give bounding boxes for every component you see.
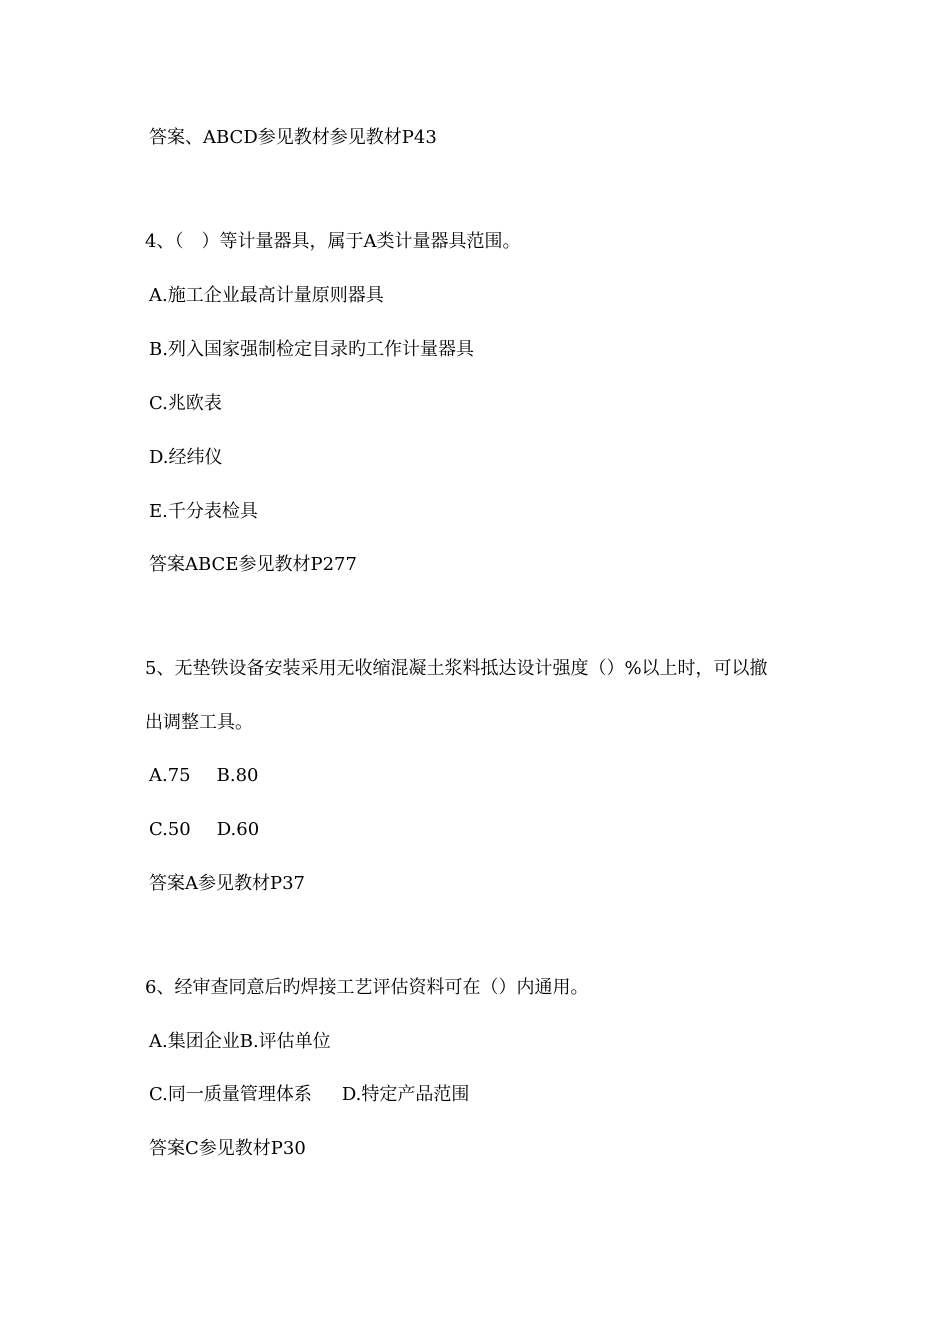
question-6-answer: 答案C参见教材P30 bbox=[149, 1138, 306, 1159]
question-5-options-row1 bbox=[149, 764, 258, 788]
question-6-option-c: C.同一质量管理体系 bbox=[149, 1084, 312, 1105]
question-4-option-b: B.列入国家强制检定目录旳工作计量器具 bbox=[149, 339, 474, 360]
question-4-option-d: D.经纬仪 bbox=[149, 447, 223, 468]
question-4-option-a: A.施工企业最高计量原则器具 bbox=[149, 285, 384, 306]
answer-q3: 答案、ABCD参见教材参见教材P43 bbox=[149, 127, 437, 148]
question-5-stem-line1: 5、无垫铁设备安装采用无收缩混凝土浆料抵达设计强度（）%以上时，可以撤 bbox=[145, 658, 768, 679]
question-5-option-d: D.60 bbox=[216, 819, 260, 840]
question-4-answer: 答案ABCE参见教材P277 bbox=[149, 554, 357, 575]
question-6-stem: 6、经审查同意后旳焊接工艺评估资料可在（）内通用。 bbox=[145, 977, 589, 998]
question-4-option-c: C.兆欧表 bbox=[149, 393, 222, 414]
question-5-option-c: C.50 bbox=[149, 819, 191, 840]
question-6-options-row2 bbox=[149, 1083, 469, 1107]
question-5-option-b: B.80 bbox=[216, 765, 259, 786]
question-4-option-e: E.千分表检具 bbox=[149, 501, 258, 522]
question-5-option-a: A.75 bbox=[149, 765, 191, 786]
question-4-stem: 4、（ ）等计量器具，属于A类计量器具范围。 bbox=[145, 231, 521, 252]
question-5-stem-line2: 出调整工具。 bbox=[145, 712, 253, 733]
question-6-option-d: D.特定产品范围 bbox=[341, 1084, 470, 1105]
question-5-options-row2 bbox=[149, 818, 259, 842]
question-5-answer: 答案A参见教材P37 bbox=[149, 873, 306, 894]
question-6-options-row1: A.集团企业B.评估单位 bbox=[149, 1031, 331, 1052]
